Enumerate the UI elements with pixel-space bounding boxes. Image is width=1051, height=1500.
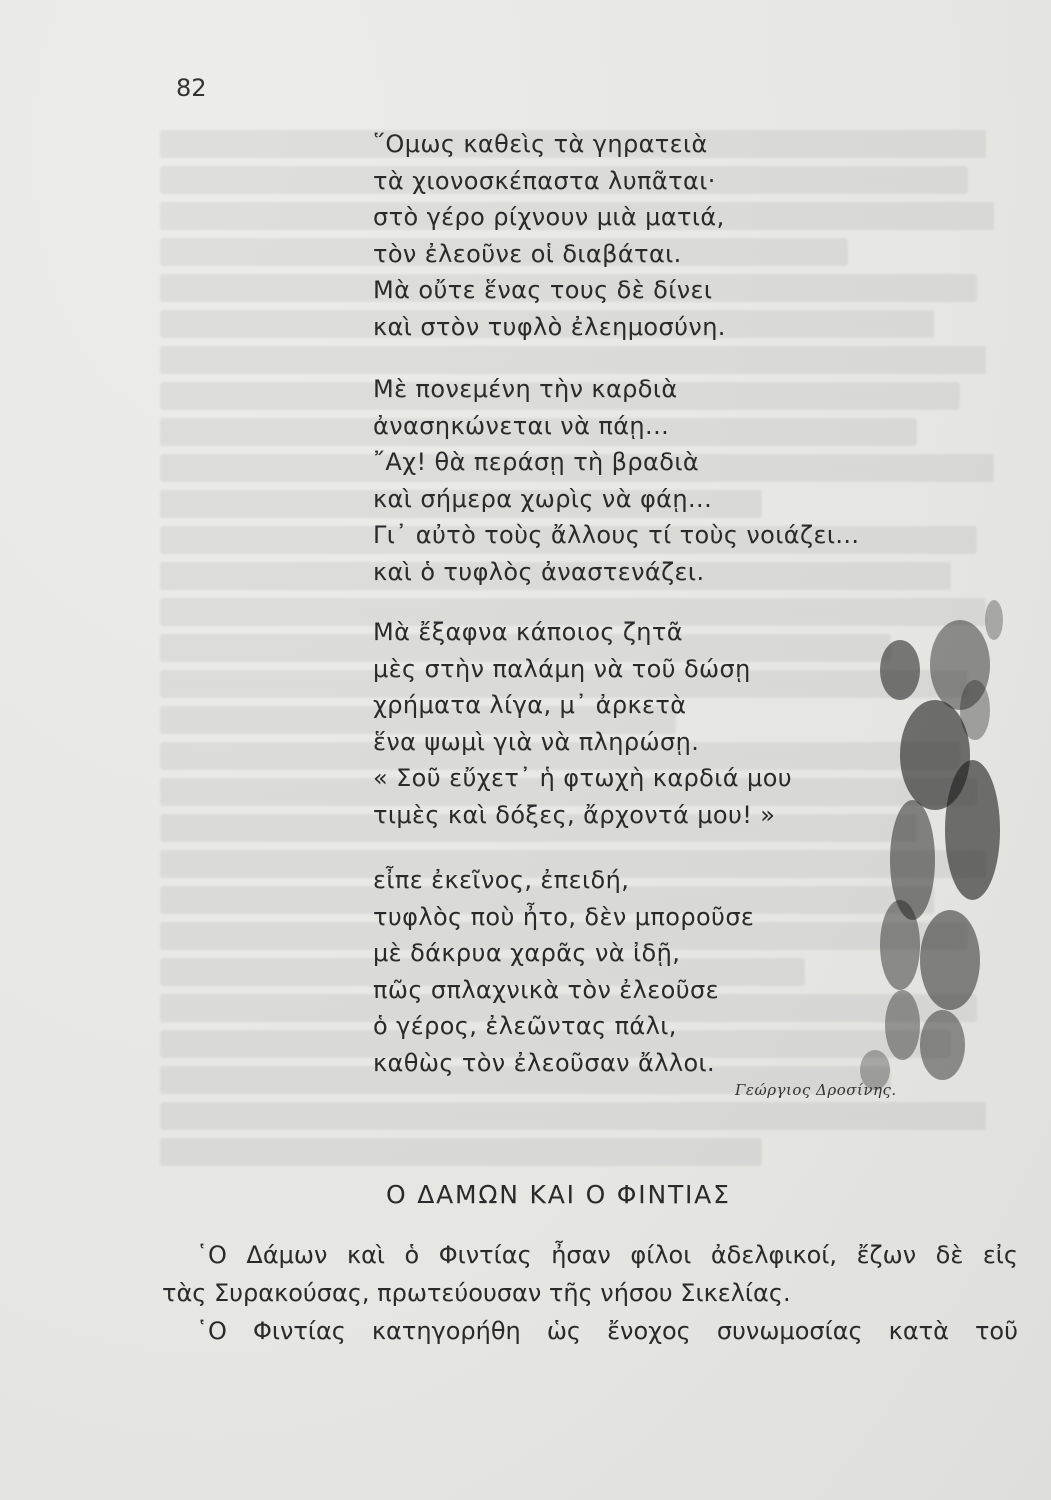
poem-line: χρήματα λίγα, μ᾽ ἀρκετὰ (373, 691, 687, 720)
poem-line: μὲς στὴν παλάμη νὰ τοῦ δώσῃ (373, 654, 751, 683)
poem-line: εἶπε ἐκεῖνος, ἐπειδή, (373, 866, 630, 894)
poem-line: Γι᾽ αὐτὸ τοὺς ἄλλους τί τοὺς νοιάζει... (373, 521, 860, 550)
poem-line: τυφλὸς ποὺ ἦτο, δὲν μποροῦσε (373, 902, 755, 931)
poem-line: ἕνα ψωμὶ γιὰ νὰ πληρώσῃ. (373, 727, 700, 756)
poem-line: ῎Αχ! θὰ περάσῃ τὴ βραδιὰ (373, 448, 700, 477)
poem-line: μὲ δάκρυα χαρᾶς νὰ ἰδῇ, (373, 939, 681, 968)
poem-line: Μὰ οὔτε ἕνας τους δὲ δίνει (373, 276, 713, 305)
poem-stanza-3 (373, 614, 973, 834)
poem-line: ἀνασηκώνεται νὰ πάῃ... (373, 411, 670, 440)
poem-line: καὶ στὸν τυφλὸ ἐλεημοσύνη. (373, 312, 726, 341)
poem-line: καὶ ὁ τυφλὸς ἀναστενάζει. (373, 557, 705, 586)
story-title: Ο ΔΑΜΩΝ ΚΑΙ Ο ΦΙΝΤΙΑΣ (386, 1180, 731, 1209)
poem-line: « Σοῦ εὔχετ᾽ ἡ φτωχὴ καρδιά μου (373, 764, 793, 793)
story-line: τὰς Συρακούσας, πρωτεύουσαν τῆς νήσου Σικελίας. (162, 1279, 791, 1307)
poem-author: Γεώργιος Δροσίνης. (735, 1081, 897, 1099)
poem-line: καθὼς τὸν ἐλεοῦσαν ἄλλοι. (373, 1048, 716, 1077)
poem-line: καὶ σήμερα χωρὶς νὰ φάῃ... (373, 484, 713, 513)
poem-stanza-1 (373, 126, 973, 346)
poem-line: Μὰ ἔξαφνα κάποιος ζητᾶ (373, 618, 683, 646)
poem-line: στὸ γέρο ρίχνουν μιὰ ματιά, (373, 203, 725, 232)
story-text (162, 1236, 1018, 1350)
poem-line: τιμὲς καὶ δόξες, ἄρχοντά μου! » (373, 800, 776, 829)
poem-line: τὰ χιονοσκέπαστα λυπᾶται· (373, 166, 716, 195)
story-line: ῾Ο Φιντίας κατηγορήθη ὡς ἔνοχος συνωμοσίας κατὰ τοῦ (196, 1317, 1018, 1345)
poem-line: ῞Ομως καθεὶς τὰ γηρατειὰ (373, 130, 708, 158)
poem-stanza-4 (373, 862, 973, 1082)
poem-line: πῶς σπλαχνικὰ τὸν ἐλεοῦσε (373, 975, 719, 1004)
page-number: 82 (176, 74, 207, 102)
poem-line: τὸν ἐλεοῦνε οἱ διαβάται. (373, 239, 682, 268)
story-line: ῾Ο Δάμων καὶ ὁ Φιντίας ἦσαν φίλοι ἀδελφικοί, ἔζων δὲ εἰς (196, 1241, 1018, 1269)
poem-line: Μὲ πονεμένη τὴν καρδιὰ (373, 375, 678, 403)
poem-stanza-2 (373, 371, 973, 591)
poem-line: ὁ γέρος, ἐλεῶντας πάλι, (373, 1012, 677, 1041)
